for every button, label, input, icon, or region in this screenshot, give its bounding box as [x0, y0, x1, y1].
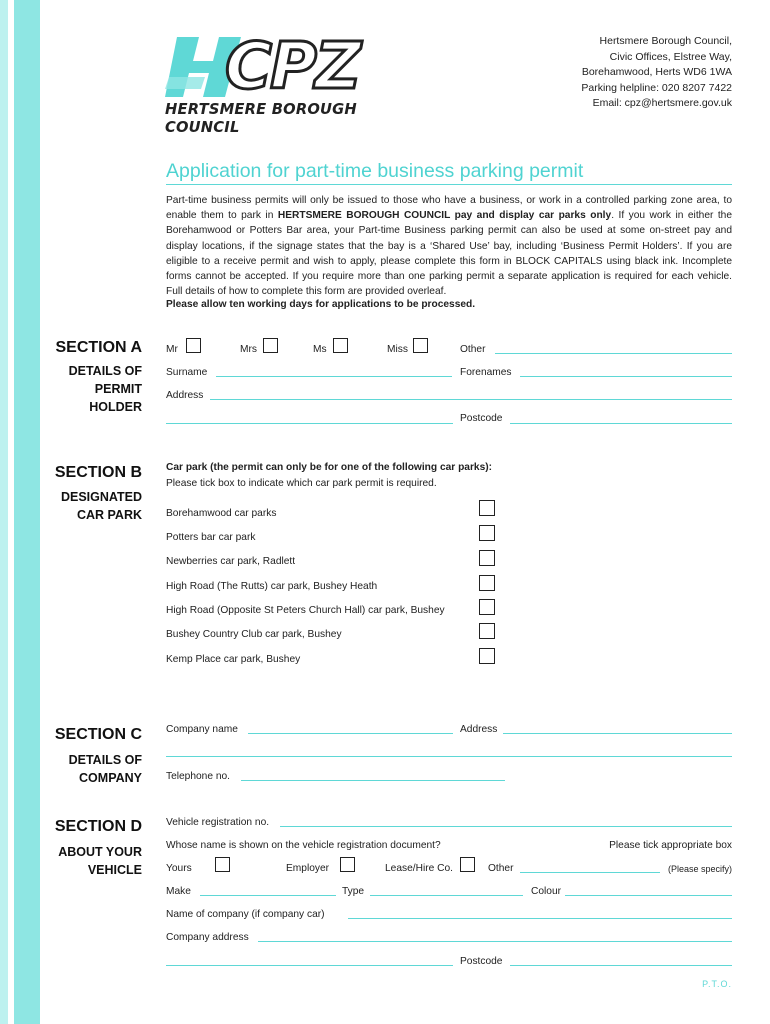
company-address-field-2[interactable] — [166, 756, 732, 757]
forenames-label: Forenames — [460, 367, 512, 378]
surname-label: Surname — [166, 367, 208, 378]
address-line: Civic Offices, Elstree Way, — [609, 50, 732, 63]
car-park-option: High Road (Opposite St Peters Church Hall) car park, Bushey — [166, 605, 445, 616]
make-field[interactable] — [200, 895, 336, 896]
company-car-label: Name of company (if company car) — [166, 909, 325, 920]
section-c-subtitle — [69, 751, 142, 787]
colour-field[interactable] — [565, 895, 732, 896]
section-a-sub-line: PERMIT — [94, 382, 142, 396]
miss-label: Miss — [387, 344, 408, 355]
car-park-option: High Road (The Rutts) car park, Bushey Heath — [166, 581, 378, 592]
address-line: Parking helpline: 020 8207 7422 — [581, 81, 732, 94]
address-line: Email: cpz@hertsmere.gov.uk — [592, 97, 732, 109]
vehicle-company-address-label: Company address — [166, 932, 249, 943]
processing-notice: Please allow ten working days for applications to be processed. — [166, 299, 476, 310]
whose-name-question: Whose name is shown on the vehicle registration document? — [166, 840, 441, 851]
address-line: Borehamwood, Herts WD6 1WA — [581, 66, 732, 78]
lease-checkbox[interactable] — [460, 857, 475, 872]
company-name-label: Company name — [166, 724, 238, 735]
council-address — [581, 34, 732, 112]
other-title-field[interactable] — [495, 353, 732, 354]
title-rule — [166, 184, 732, 185]
section-d-subtitle — [58, 843, 142, 879]
mrs-checkbox[interactable] — [263, 338, 278, 353]
section-a-subtitle — [69, 362, 142, 416]
section-a-sub-line: HOLDER — [89, 400, 142, 414]
other-title-label: Other — [460, 344, 486, 355]
vehicle-company-address-field-1[interactable] — [258, 941, 732, 942]
colour-label: Colour — [531, 886, 562, 897]
logo-cpz-text: CPZ — [225, 30, 360, 104]
mr-label: Mr — [166, 344, 178, 355]
side-band-dark — [14, 0, 40, 1024]
section-b-sub-line: DESIGNATED — [60, 490, 142, 504]
car-park-option: Kemp Place car park, Bushey — [166, 654, 301, 665]
car-park-instruction: Please tick box to indicate which car park permit is required. — [166, 478, 437, 489]
council-logo — [165, 30, 395, 136]
logo-council-name: HERTSMERE BOROUGH COUNCIL — [165, 100, 357, 136]
section-c-sub-line: DETAILS OF — [68, 753, 142, 767]
section-b-subtitle — [61, 488, 142, 524]
lease-label: Lease/Hire Co. — [385, 863, 453, 874]
section-a-title: SECTION A — [55, 339, 142, 356]
please-specify-label: (Please specify) — [667, 864, 732, 874]
yours-checkbox[interactable] — [215, 857, 230, 872]
page-title: Application for part-time business parking permit — [166, 160, 584, 182]
section-a-sub-line: DETAILS OF — [68, 364, 142, 378]
postcode-label: Postcode — [460, 413, 503, 424]
car-park-checkbox[interactable] — [479, 575, 495, 591]
make-label: Make — [166, 886, 191, 897]
address-field-line-2[interactable] — [166, 423, 453, 424]
side-band-light — [0, 0, 8, 1024]
mr-checkbox[interactable] — [186, 338, 201, 353]
surname-field[interactable] — [216, 376, 452, 377]
telephone-field[interactable] — [241, 780, 505, 781]
car-park-option: Potters bar car park — [166, 532, 256, 543]
section-c-sub-line: COMPANY — [79, 771, 142, 785]
type-field[interactable] — [370, 895, 523, 896]
mrs-label: Mrs — [240, 344, 257, 355]
car-park-checkbox[interactable] — [479, 648, 495, 664]
ms-checkbox[interactable] — [333, 338, 348, 353]
car-park-checkbox[interactable] — [479, 550, 495, 566]
company-address-label: Address — [460, 724, 498, 735]
section-d-sub-line: ABOUT YOUR — [58, 845, 142, 859]
vehicle-postcode-field[interactable] — [510, 965, 732, 966]
employer-label: Employer — [286, 863, 330, 874]
intro-part-1: Part-time business permits will only be issued to those who have a business, or work in a controlled parking zone area, to enable them to park in — [166, 195, 732, 222]
car-park-checkbox[interactable] — [479, 623, 495, 639]
miss-checkbox[interactable] — [413, 338, 428, 353]
telephone-label: Telephone no. — [166, 771, 231, 782]
forenames-field[interactable] — [520, 376, 732, 377]
section-b-sub-line: CAR PARK — [76, 508, 142, 522]
intro-bold-part: HERTSMERE BOROUGH COUNCIL pay and display car parks only — [277, 210, 612, 222]
company-name-field[interactable] — [248, 733, 453, 734]
intro-part-2: . If you work in either the Borehamwood or Potters Bar area, your Part-time Business parking permit can also be used at some on-street pay and display locations, if the signage states that the bay is a ‘Shared Use’ bay, including ‘Business Permit Holders’. If you are eligible to a receive permit and wish to apply, please complete this form in BLOCK CAPITALS using black ink. Incomplete forms cannot be accepted. If you require more than one parking permit a separate application is required for each vehicle. Full details of how to complete this form are provided overleaf. — [166, 210, 733, 298]
car-park-option: Borehamwood car parks — [166, 508, 277, 519]
intro-text — [166, 193, 732, 299]
tick-box-instruction: Please tick appropriate box — [609, 840, 732, 851]
car-park-checkbox[interactable] — [479, 525, 495, 541]
employer-checkbox[interactable] — [340, 857, 355, 872]
section-d-sub-line: VEHICLE — [87, 863, 142, 877]
address-label: Address — [166, 390, 204, 401]
company-address-field-1[interactable] — [503, 733, 732, 734]
vehicle-reg-label: Vehicle registration no. — [166, 817, 270, 828]
company-car-field[interactable] — [348, 918, 732, 919]
car-park-option: Newberries car park, Radlett — [166, 556, 296, 567]
vehicle-postcode-label: Postcode — [460, 956, 503, 967]
car-park-checkbox[interactable] — [479, 500, 495, 516]
address-field-line-1[interactable] — [210, 399, 732, 400]
section-b-title: SECTION B — [54, 464, 142, 481]
car-park-checkbox[interactable] — [479, 599, 495, 615]
pto-label: P.T.O. — [702, 979, 732, 989]
ms-label: Ms — [313, 344, 327, 355]
car-park-heading: Car park (the permit can only be for one of the following car parks): — [166, 462, 493, 473]
section-d-title: SECTION D — [54, 818, 142, 835]
vehicle-company-address-field-2[interactable] — [166, 965, 453, 966]
address-line: Hertsmere Borough Council, — [599, 35, 732, 47]
section-c-title: SECTION C — [54, 726, 142, 743]
postcode-field[interactable] — [510, 423, 732, 424]
type-label: Type — [342, 886, 365, 897]
other-owner-field[interactable] — [520, 872, 660, 873]
vehicle-reg-field[interactable] — [280, 826, 732, 827]
car-park-option: Bushey Country Club car park, Bushey — [166, 629, 342, 640]
yours-label: Yours — [166, 863, 192, 874]
other-owner-label: Other — [488, 863, 514, 874]
